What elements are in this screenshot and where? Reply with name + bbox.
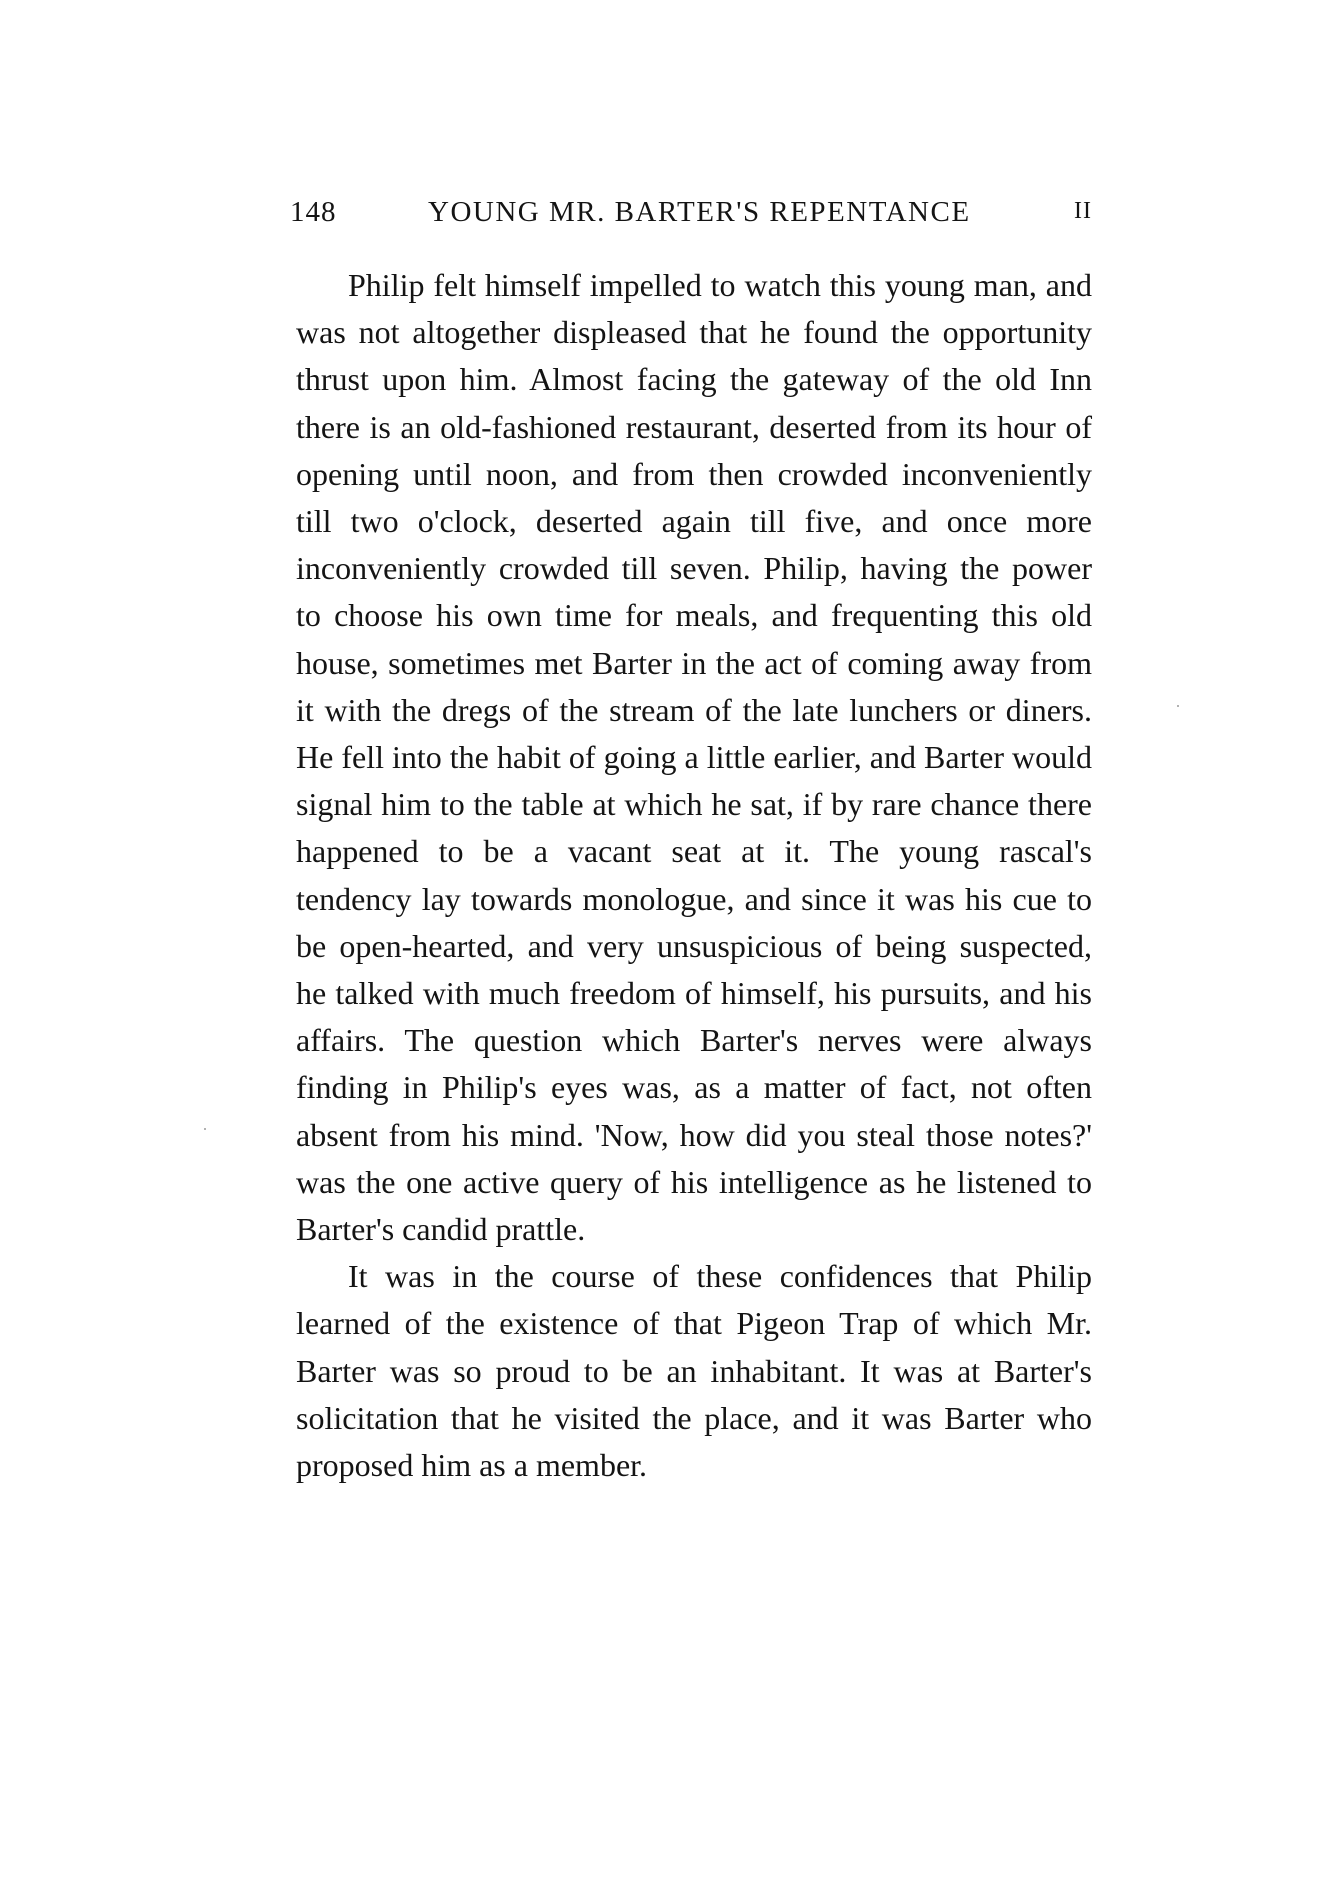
paper-speck: [1177, 705, 1179, 707]
chapter-number: II: [1074, 198, 1092, 224]
page-number: 148: [290, 196, 337, 228]
body-text: [296, 262, 1092, 1489]
paragraph: It was in the course of these confidences that Philip learned of the existence of that Pigeon Trap of which Mr. Barter was so proud to be an inhabitant. It was at Barter's solicitation that he visited the place, and it was Barter who proposed him as a member.: [296, 1258, 1092, 1484]
paper-speck: [204, 1128, 206, 1130]
paragraph: Philip felt himself impelled to watch this young man, and was not altogether displeased that he found the opportunity thrust upon him. Almost facing the gateway of the old Inn there is an old-fashioned restaurant, deserted from its hour of opening until noon, and from then crowded inconveniently till two o'clock, deserted again till five, and once more inconveniently crowded till seven. Philip, having the power to choose his own time for meals, and frequenting this old house, sometimes met Barter in the act of coming away from it with the dregs of the stream of the late lunchers or diners. He fell into the habit of going a little earlier, and Barter would signal him to the table at which he sat, if by rare chance there happened to be a vacant seat at it. The young rascal's tendency lay towards monologue, and since it was his cue to be open-hearted, and very unsuspicious of being suspected, he talked with much freedom of himself, his pursuits, and his affairs. The question which Barter's nerves were always finding in Philip's eyes was, as a matter of fact, not often absent from his mind. 'Now, how did you steal those notes?' was the one active query of his intelligence as he listened to Barter's candid prattle.: [296, 267, 1092, 1248]
running-title: YOUNG MR. BARTER'S REPENTANCE: [428, 196, 971, 228]
page-header: [290, 196, 1092, 236]
